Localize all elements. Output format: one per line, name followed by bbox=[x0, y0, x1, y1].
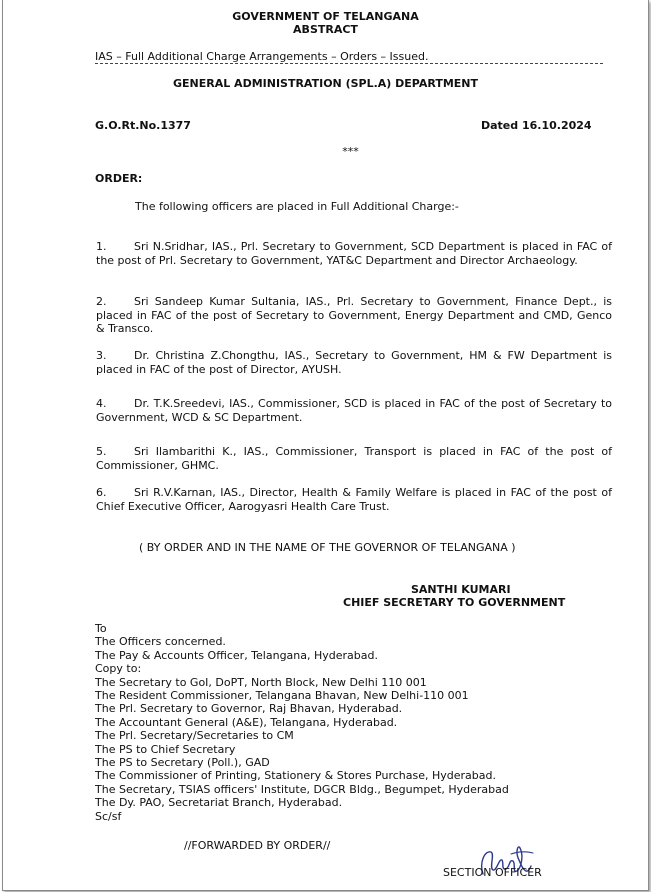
order-paragraph-2 bbox=[96, 295, 612, 336]
paragraph-number: 4. bbox=[96, 397, 107, 410]
distribution-item: The PS to Chief Secretary bbox=[95, 742, 236, 756]
paragraph-number: 2. bbox=[96, 295, 107, 308]
distribution-item: The Commissioner of Printing, Stationery & Stores Purchase, Hyderabad. bbox=[95, 769, 496, 783]
distribution-item: The PS to Secretary (Poll.), GAD bbox=[95, 756, 270, 770]
document-page bbox=[2, 0, 649, 891]
forwarded-by-order: //FORWARDED BY ORDER// bbox=[184, 839, 331, 852]
distribution-list bbox=[95, 622, 509, 823]
paragraph-text: Sri Sandeep Kumar Sultania, IAS., Prl. Secretary to Government, Finance Dept., is placed in FAC of the post of Secretary to Government, Energy Department and CMD, Genco & Transco. bbox=[96, 295, 612, 335]
abstract-heading: ABSTRACT bbox=[293, 23, 358, 36]
distribution-item: To bbox=[95, 622, 107, 635]
paragraph-text: Sri N.Sridhar, IAS., Prl. Secretary to Government, SCD Department is placed in FAC of the post of Prl. Secretary to Government, YAT&C Department and Director Archaeology. bbox=[96, 240, 612, 267]
section-officer: SECTION OFFICER bbox=[443, 866, 542, 879]
order-paragraph-5 bbox=[96, 445, 612, 472]
dashed-divider bbox=[95, 63, 603, 64]
paragraph-number: 3. bbox=[96, 349, 107, 362]
distribution-item: The Secretary to GoI, DoPT, North Block, New Delhi 110 001 bbox=[95, 675, 427, 689]
distribution-item: The Accountant General (A&E), Telangana, Hyderabad. bbox=[95, 715, 398, 729]
paragraph-number: 1. bbox=[96, 240, 107, 253]
distribution-item: The Officers concerned. bbox=[95, 635, 226, 649]
distribution-item: Sc/sf bbox=[95, 809, 122, 823]
department-heading: GENERAL ADMINISTRATION (SPL.A) DEPARTMENT bbox=[172, 77, 479, 90]
distribution-item: The Secretary, TSIAS officers' Institute, DGCR Bldg., Begumpet, Hyderabad bbox=[95, 782, 509, 796]
order-paragraph-1 bbox=[96, 240, 612, 267]
order-paragraph-6 bbox=[96, 486, 612, 513]
signatory-name: SANTHI KUMARI bbox=[411, 583, 511, 596]
paragraph-text: Sri R.V.Karnan, IAS., Director, Health & Family Welfare is placed in FAC of the post of Chief Executive Officer, Aarogyasri Health Care Trust. bbox=[96, 486, 612, 513]
stars-separator: *** bbox=[342, 145, 359, 158]
distribution-item: The Dy. PAO, Secretariat Branch, Hyderabad. bbox=[95, 796, 343, 810]
paragraph-text: Dr. Christina Z.Chongthu, IAS., Secretary to Government, HM & FW Department is placed in FAC of the post of Director, AYUSH. bbox=[96, 349, 612, 376]
by-order-line: ( BY ORDER AND IN THE NAME OF THE GOVERNOR OF TELANGANA ) bbox=[139, 541, 516, 554]
government-heading: GOVERNMENT OF TELANGANA bbox=[232, 10, 419, 23]
go-number: G.O.Rt.No.1377 bbox=[95, 119, 191, 132]
intro-text: The following officers are placed in Full Additional Charge:- bbox=[135, 200, 459, 213]
distribution-item: Copy to: bbox=[95, 662, 142, 676]
distribution-item: The Pay & Accounts Officer, Telangana, Hyderabad. bbox=[95, 648, 378, 662]
subject-line: IAS – Full Additional Charge Arrangements – Orders – Issued. bbox=[95, 50, 429, 63]
paragraph-number: 6. bbox=[96, 486, 107, 499]
order-label: ORDER: bbox=[95, 172, 143, 185]
distribution-item: The Prl. Secretary to Governor, Raj Bhavan, Hyderabad. bbox=[95, 702, 403, 716]
paragraph-text: Dr. T.K.Sreedevi, IAS., Commissioner, SCD is placed in FAC of the post of Secretary to Government, WCD & SC Department. bbox=[96, 397, 612, 424]
distribution-item: The Resident Commissioner, Telangana Bhavan, New Delhi-110 001 bbox=[95, 689, 469, 703]
paragraph-text: Sri Ilambarithi K., IAS., Commissioner, Transport is placed in FAC of the post of Commissioner, GHMC. bbox=[96, 445, 612, 472]
order-paragraph-3 bbox=[96, 349, 612, 376]
dated-line: Dated 16.10.2024 bbox=[481, 119, 592, 132]
paragraph-number: 5. bbox=[96, 445, 107, 458]
order-paragraph-4 bbox=[96, 397, 612, 424]
signatory-title: CHIEF SECRETARY TO GOVERNMENT bbox=[343, 596, 566, 609]
distribution-item: The Prl. Secretary/Secretaries to CM bbox=[95, 729, 294, 743]
